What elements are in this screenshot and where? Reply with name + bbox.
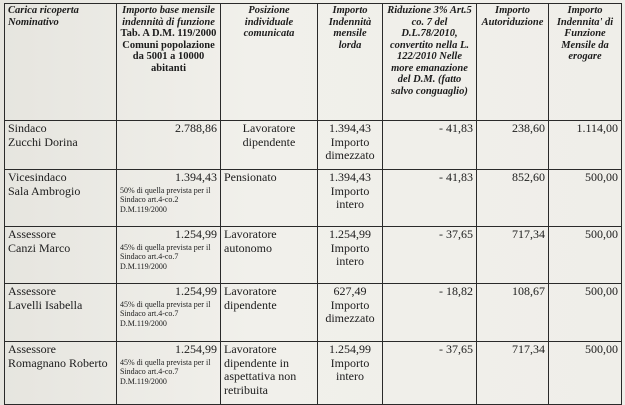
cell-base	[117, 284, 221, 342]
cell-base	[117, 170, 221, 227]
cell-autoriduzione: 717,34	[477, 227, 549, 284]
cell-base	[117, 121, 221, 170]
base-amount: 1.254,99	[175, 227, 217, 241]
cell-autoriduzione: 852,60	[477, 170, 549, 227]
nominativo: Lavelli Isabella	[8, 297, 83, 312]
cell-carica	[5, 227, 117, 284]
cell-posizione: Lavoratore dipendente	[221, 121, 318, 170]
cell-base	[117, 342, 221, 405]
table-row	[5, 284, 622, 342]
cell-lorda	[318, 342, 383, 405]
table-row	[5, 227, 622, 284]
cell-carica	[5, 342, 117, 405]
cell-carica	[5, 170, 117, 227]
cell-posizione: Lavoratore dipendente in aspettativa non retribuita	[221, 342, 318, 405]
cell-autoriduzione: 717,34	[477, 342, 549, 405]
cell-posizione: Pensionato	[221, 170, 318, 227]
carica-label: Vicesindaco	[8, 170, 67, 184]
nominativo: Romagnano Roberto	[8, 355, 108, 370]
cell-erogare: 1.114,00	[549, 121, 622, 170]
header-posizione: Posizione individuale comunicata	[221, 4, 318, 121]
table-row	[5, 170, 622, 227]
table-header-row	[5, 4, 622, 121]
carica-label: Assessore	[8, 227, 56, 241]
cell-posizione: Lavoratore dipendente	[221, 284, 318, 342]
indemnity-table	[4, 3, 622, 405]
header-erogare: Importo Indennita' di Funzione Mensile da erogare	[549, 4, 622, 121]
base-note: 50% di quella prevista per il Sindaco art.4-co.2 D.M.119/2000	[120, 185, 211, 214]
carica-label: Assessore	[8, 342, 56, 356]
header-base-ref: Tab. A D.M. 119/2000 Comuni popolazione da 5001 a 10000 abitanti	[120, 28, 217, 74]
cell-erogare: 500,00	[549, 170, 622, 227]
lorda-note: Importo dimezzato	[325, 134, 375, 162]
lorda-amount: 1.254,99	[329, 342, 371, 356]
cell-lorda	[318, 121, 383, 170]
base-amount: 1.254,99	[175, 284, 217, 298]
header-autoriduzione: Importo Autoriduzione	[477, 4, 549, 121]
table-row	[5, 342, 622, 405]
nominativo: Canzi Marco	[8, 240, 71, 255]
lorda-amount: 1.254,99	[329, 227, 371, 241]
lorda-amount: 627,49	[333, 284, 367, 298]
base-amount: 2.788,86	[175, 121, 217, 135]
cell-riduzione: - 41,83	[383, 170, 477, 227]
lorda-note: Importo intero	[330, 183, 370, 211]
cell-erogare: 500,00	[549, 342, 622, 405]
header-base	[117, 4, 221, 121]
lorda-note: Importo intero	[330, 240, 370, 268]
cell-lorda	[318, 284, 383, 342]
cell-riduzione: - 41,83	[383, 121, 477, 170]
base-note: 45% di quella prevista per il Sindaco art.4-co.7 D.M.119/2000	[120, 299, 211, 328]
lorda-amount: 1.394,43	[329, 170, 371, 184]
cell-posizione: Lavoratore autonomo	[221, 227, 318, 284]
cell-lorda	[318, 227, 383, 284]
cell-erogare: 500,00	[549, 227, 622, 284]
cell-riduzione: - 37,65	[383, 342, 477, 405]
base-amount: 1.254,99	[175, 342, 217, 356]
cell-riduzione: - 37,65	[383, 227, 477, 284]
header-carica: Carica ricoperta Nominativo	[5, 4, 117, 121]
base-note: 45% di quella prevista per il Sindaco art.4-co.7 D.M.119/2000	[120, 357, 211, 386]
cell-lorda	[318, 170, 383, 227]
base-note: 45% di quella prevista per il Sindaco art.4-co.7 D.M.119/2000	[120, 242, 211, 271]
lorda-note: Importo dimezzato	[325, 297, 375, 325]
header-riduzione: Riduzione 3% Art.5 co. 7 del D.L.78/2010, convertito nella L. 122/2010 Nelle more emanazione del D.M. (fatto salvo conguaglio)	[383, 4, 477, 121]
lorda-note: Importo intero	[330, 355, 370, 383]
cell-autoriduzione: 238,60	[477, 121, 549, 170]
header-lorda: Importo Indennità mensile lorda	[318, 4, 383, 121]
cell-erogare: 500,00	[549, 284, 622, 342]
table-row	[5, 121, 622, 170]
header-base-title: Importo base mensile indennità di funzione	[122, 5, 215, 28]
nominativo: Sala Ambrogio	[8, 183, 81, 198]
cell-autoriduzione: 108,67	[477, 284, 549, 342]
carica-label: Assessore	[8, 284, 56, 298]
lorda-amount: 1.394,43	[329, 121, 371, 135]
cell-carica	[5, 284, 117, 342]
carica-label: Sindaco	[8, 121, 47, 135]
cell-riduzione: - 18,82	[383, 284, 477, 342]
cell-base	[117, 227, 221, 284]
base-amount: 1.394,43	[175, 170, 217, 184]
cell-carica	[5, 121, 117, 170]
nominativo: Zucchi Dorina	[8, 134, 78, 149]
